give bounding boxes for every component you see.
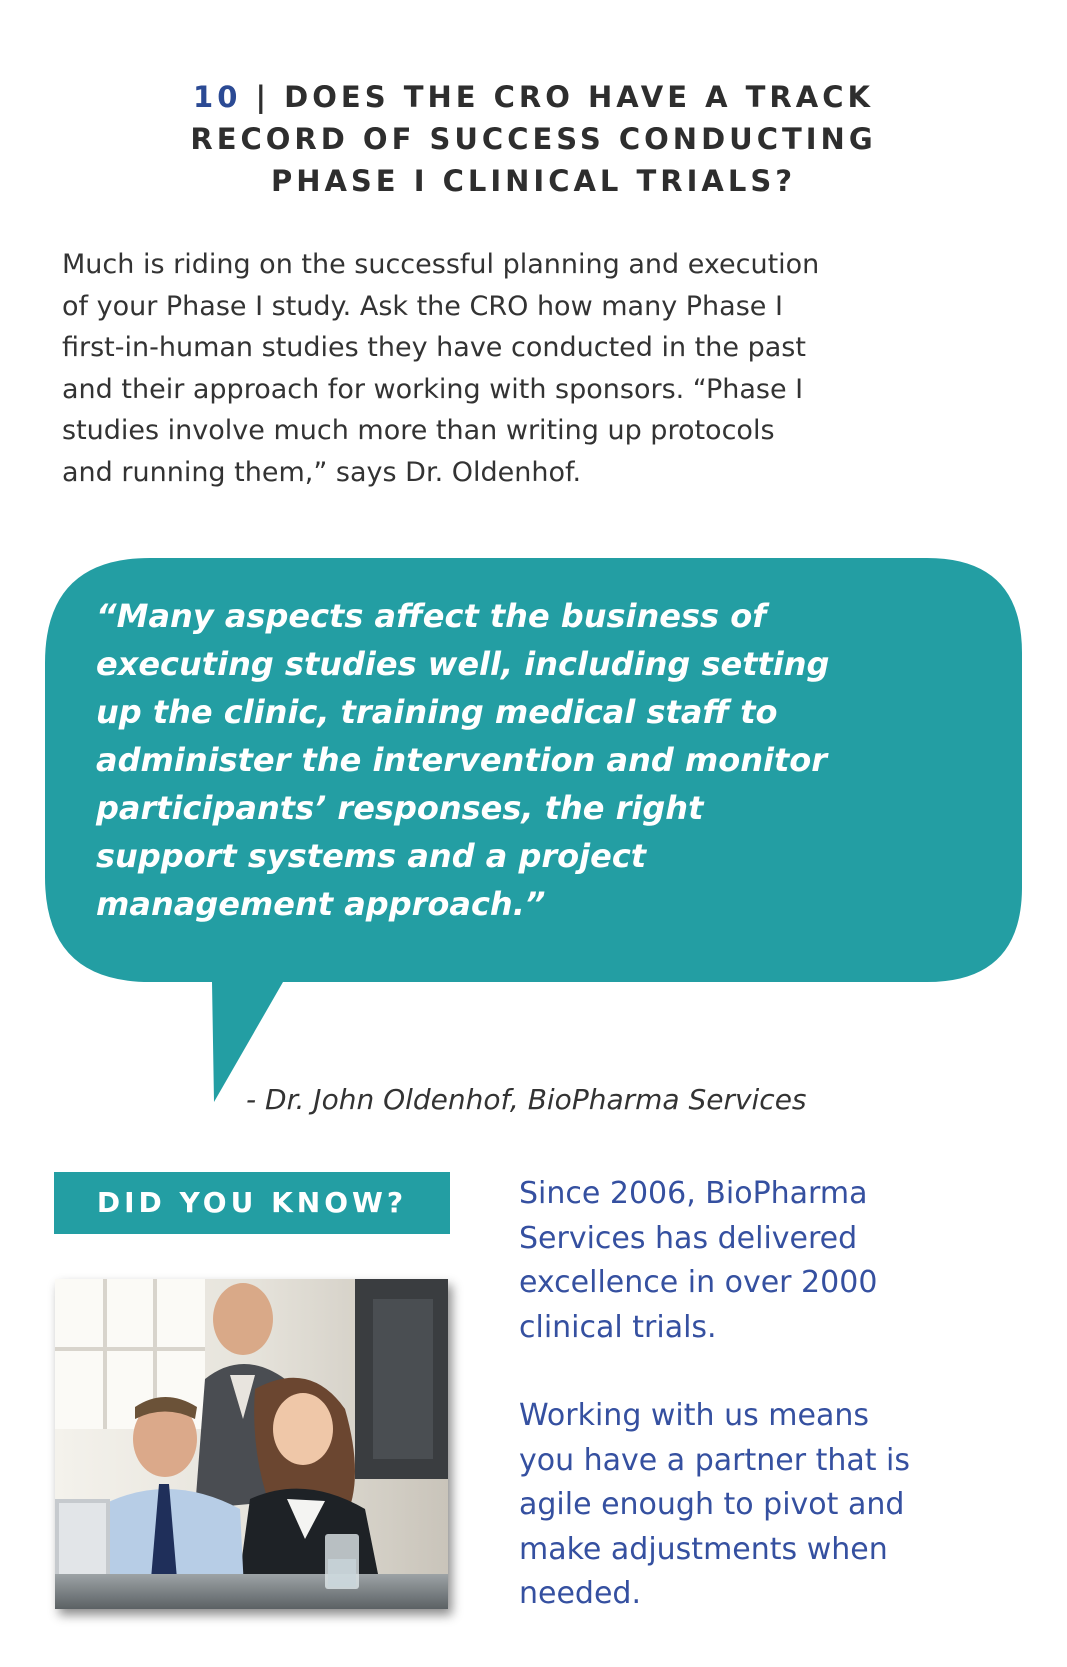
pull-quote [96,592,996,928]
heading-separator: | [241,80,285,114]
side-text-line: you have a partner that is [519,1442,911,1478]
quote-line: administer the intervention and monitor [96,741,828,779]
side-text-line: needed. [519,1576,642,1611]
photo-illustration [55,1279,448,1609]
quote-line: participants’ responses, the right [96,789,704,827]
heading-line-2: RECORD OF SUCCESS CONDUCTING [190,122,877,156]
business-team-photo [55,1279,448,1609]
side-text-line: clinical trials. [519,1309,717,1345]
heading-text-1: DOES THE CRO HAVE A TRACK [284,80,874,114]
side-text-line: Services has delivered [519,1220,858,1256]
intro-line: of your Phase I study. Ask the CRO how many Phase I [62,290,783,322]
quote-line: up the clinic, training medical staff to [96,693,778,731]
quote-line: executing studies well, including setting [96,645,830,683]
side-text-line: Since 2006, BioPharma [519,1176,868,1211]
quote-attribution: - Dr. John Oldenhof, BioPharma Services [246,1083,807,1116]
did-you-know-paragraph-2 [519,1394,1039,1617]
intro-line: and their approach for working with sponsors. “Phase I [62,373,804,405]
intro-line: first-in-human studies they have conducted in the past [62,332,806,364]
heading-number: 10 [193,80,242,114]
side-text-line: excellence in over 2000 [519,1265,878,1300]
intro-line: Much is riding on the successful planning and execution [62,249,820,280]
side-text-line: make adjustments when [519,1531,888,1567]
quote-line: support systems and a project [96,837,647,875]
quote-line: “Many aspects affect the business of [96,597,767,635]
did-you-know-banner: DID YOU KNOW? [54,1172,450,1234]
intro-line: and running them,” says Dr. Oldenhof. [62,456,582,488]
did-you-know-text [519,1172,1039,1661]
intro-line: studies involve much more than writing up protocols [62,415,775,447]
did-you-know-paragraph-1 [519,1172,1039,1350]
quote-line: management approach.” [96,885,546,923]
side-text-line: agile enough to pivot and [519,1487,905,1522]
side-text-line: Working with us means [519,1398,869,1433]
heading-line-3: PHASE I CLINICAL TRIALS? [270,164,797,198]
